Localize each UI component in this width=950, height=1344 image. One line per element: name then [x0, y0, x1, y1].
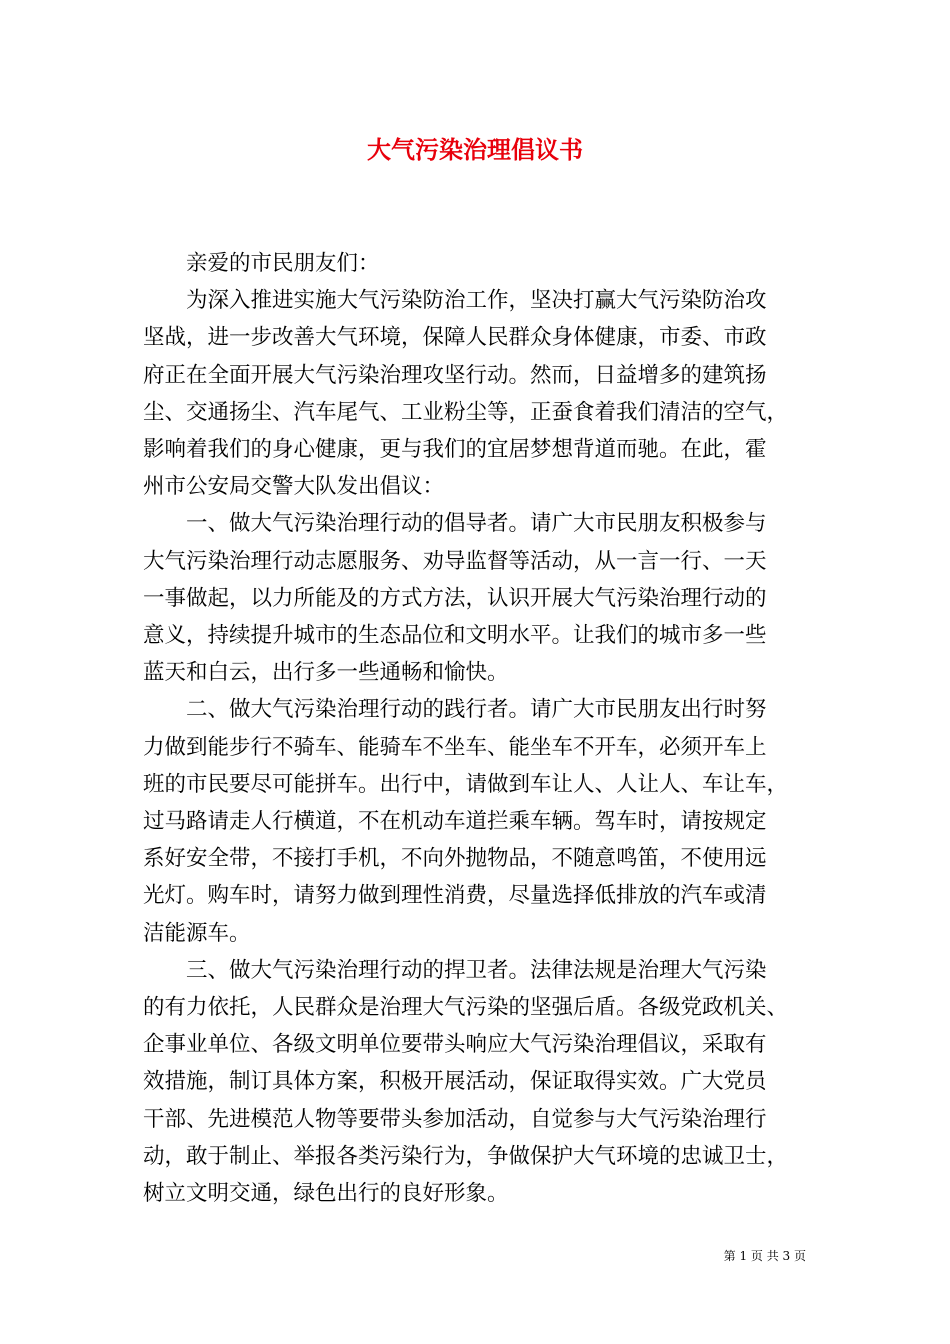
paragraph-defender: 三、做大气污染治理行动的捍卫者。法律法规是治理大气污染 的有力依托，人民群众是治理大气污染的坚强后盾。各级党政机关、 企事业单位、各级文明单位要带头响应大气污染治理倡议，采取有 效措施，制订具体方案，积极开展活动，保证取得实效。广大党员 干部、先进模范人物等要带头参加活动，自觉参与大气污染治理行 动，敢于制止、举报各类污染行为，争做保护大气环境的忠诚卫士， 树立文明交通，绿色出行的良好形象。 — [143, 957, 789, 1207]
document-body — [143, 245, 811, 1212]
paragraph-advocate: 一、做大气污染治理行动的倡导者。请广大市民朋友积极参与 大气污染治理行动志愿服务、劝导监督等活动，从一言一行、一天 一事做起，以力所能及的方式方法，认识开展大气污染治理行动的 意义，持续提升城市的生态品位和文明水平。让我们的城市多一些 蓝天和白云，出行多一些通畅和愉快。 — [143, 511, 767, 686]
paragraph-practitioner: 二、做大气污染治理行动的践行者。请广大市民朋友出行时努 力做到能步行不骑车、能骑车不坐车、能坐车不开车，必须开车上 班的市民要尽可能拼车。出行中，请做到车让人、人让人、车让车， 过马路请走人行横道，不在机动车道拦乘车辆。驾车时，请按规定 系好安全带，不接打手机，不向外抛物品，不随意鸣笛，不使用远 光灯。购车时，请努力做到理性消费，尽量选择低排放的汽车或清 洁能源车。 — [143, 697, 789, 946]
document-title: 大气污染治理倡议书 — [367, 135, 583, 164]
salutation: 亲爱的市民朋友们： — [186, 251, 380, 276]
paragraph-intro: 为深入推进实施大气污染防治工作，坚决打赢大气污染防治攻 坚战，进一步改善大气环境，保障人民群众身体健康，市委、市政 府正在全面开展大气污染治理攻坚行动。然而，日益增多的建筑扬 尘、交通扬尘、汽车尾气、工业粉尘等，正蚕食着我们清洁的空气， 影响着我们的身心健康，更与我们的宜居梦想背道而驰。在此，霍 州市公安局交警大队发出倡议： — [143, 288, 789, 500]
page-number: 第 1 页 共 3 页 — [723, 1249, 806, 1263]
